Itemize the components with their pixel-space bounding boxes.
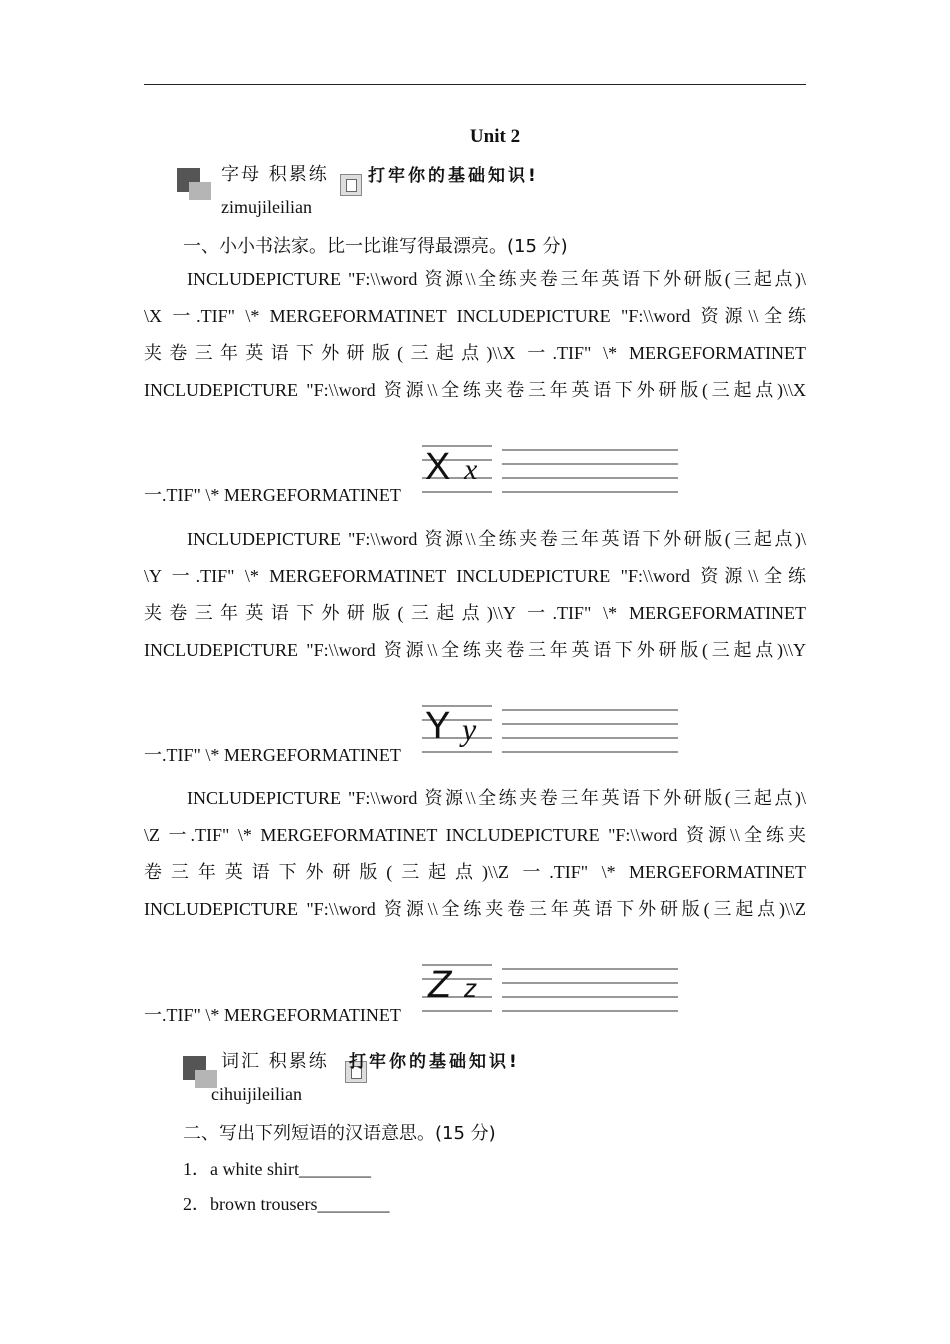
section-label: 字母 积累练 [221,164,329,185]
text-line: INCLUDEPICTURE "F:\\word 资源\\全练夹卷三年英语下外研版(三起点)\ [187,529,806,549]
letter-lower: z [464,973,477,1003]
include-text-y [144,521,806,669]
letter-upper: Z [428,964,452,1006]
caption-z: 一.TIF" \* MERGEFORMATINET [144,1005,401,1025]
include-text-x [144,261,806,409]
section-tagline: 打牢你的基础知识! [368,166,539,186]
text-line: \Y 一.TIF" \* MERGEFORMATINET INCLUDEPICTURE "F:\\word 资源\\全练 [144,566,806,586]
text-line: INCLUDEPICTURE "F:\\word 资源\\全练夹卷三年英语下外研版(三起点)\\Y [144,640,806,660]
section-pinyin: zimujileilian [221,197,312,217]
question-1-title: 一、小小书法家。比一比谁写得最漂亮。(15 分) [183,236,568,257]
tagline-box-icon [340,174,362,196]
question-2-item: 2．brown trousers________ [183,1194,390,1214]
letter-practice-z [422,961,680,1015]
text-line: 夹卷三年英语下外研版(三起点)\\Y 一.TIF" \* MERGEFORMATINET [144,603,806,623]
text-line: 夹卷三年英语下外研版(三起点)\\X 一.TIF" \* MERGEFORMATINET [144,343,806,363]
section-pinyin: cihuijileilian [211,1084,302,1104]
question-2-title: 二、写出下列短语的汉语意思。(15 分) [183,1123,496,1144]
letter-practice-y [422,702,680,756]
text-line: INCLUDEPICTURE "F:\\word 资源\\全练夹卷三年英语下外研版(三起点)\\Z [144,899,806,919]
section-label: 词汇 积累练 [221,1051,329,1072]
letter-lower: x [464,453,478,486]
text-line: \Z 一.TIF" \* MERGEFORMATINET INCLUDEPICTURE "F:\\word 资源\\全练夹 [144,825,806,845]
letter-upper: X [425,446,451,488]
text-line: \X 一.TIF" \* MERGEFORMATINET INCLUDEPICTURE "F:\\word 资源\\全练 [144,306,806,326]
section-tagline: 打牢你的基础知识! [349,1052,520,1072]
unit-title: Unit 2 [469,126,521,147]
text-line: 卷三年英语下外研版(三起点)\\Z 一.TIF" \* MERGEFORMATINET [144,862,806,882]
text-line: INCLUDEPICTURE "F:\\word 资源\\全练夹卷三年英语下外研版(三起点)\\X [144,380,806,400]
header-rule [144,84,806,85]
caption-x: 一.TIF" \* MERGEFORMATINET [144,485,401,505]
caption-y: 一.TIF" \* MERGEFORMATINET [144,745,401,765]
letter-lower: y [462,711,477,747]
letter-practice-x [422,442,680,496]
text-line: INCLUDEPICTURE "F:\\word 资源\\全练夹卷三年英语下外研版(三起点)\ [187,269,806,289]
include-text-z [144,780,806,928]
letter-upper: Y [425,705,451,747]
section-square-icon [177,168,211,200]
question-2-item: 1．a white shirt________ [183,1159,371,1179]
text-line: INCLUDEPICTURE "F:\\word 资源\\全练夹卷三年英语下外研版(三起点)\ [187,788,806,808]
